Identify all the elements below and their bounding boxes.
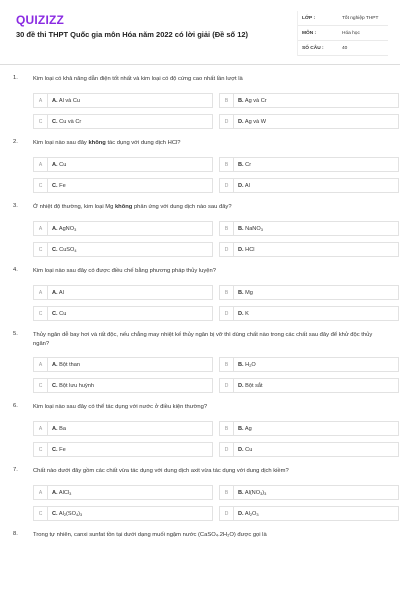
option-b[interactable] bbox=[219, 221, 399, 236]
options-grid bbox=[33, 357, 388, 393]
question-text: Trong tự nhiên, canxi sunfat tồn tại dưới dạng muối ngậm nước (CaSO₄.2H₂O) được gọi là bbox=[33, 532, 267, 538]
option-letter: A bbox=[34, 422, 48, 435]
option-text: B. Ag bbox=[238, 425, 252, 432]
question-item bbox=[13, 267, 388, 321]
page-header bbox=[0, 0, 400, 62]
meta-value: 40 bbox=[342, 45, 348, 51]
option-letter: D bbox=[220, 307, 234, 320]
option-text: B. NaNO$_3$ bbox=[238, 225, 263, 232]
option-letter: D bbox=[220, 115, 234, 128]
quizizz-logo: QUIZIZZ bbox=[16, 13, 65, 27]
option-text: C. Cu bbox=[52, 310, 67, 317]
meta-label: MÔN : bbox=[302, 30, 317, 36]
option-text: A. AlCl$_3$ bbox=[52, 489, 72, 496]
option-letter: B bbox=[220, 486, 234, 499]
meta-row-subject bbox=[298, 26, 388, 41]
option-a[interactable] bbox=[33, 221, 213, 236]
option-text: B. $Al(NO_3)_3$ bbox=[238, 489, 267, 496]
question-number: 6. bbox=[13, 403, 18, 409]
question-text: Thủy ngân dễ bay hơi và rất độc, nếu chẳng may nhiệt kế thủy ngân bị vỡ thì dùng chất nào trong các chất sau đây để khử độc thủy ngân? bbox=[33, 332, 373, 347]
option-text: D. K bbox=[238, 310, 249, 317]
question-text: Kim loại nào sau đây có thể tác dụng với nước ở điều kiện thường? bbox=[33, 404, 208, 410]
option-d[interactable] bbox=[219, 178, 399, 193]
option-b[interactable] bbox=[219, 485, 399, 500]
option-letter: B bbox=[220, 286, 234, 299]
option-text: A. Bột than bbox=[52, 361, 80, 368]
question-item bbox=[13, 331, 388, 393]
meta-row-count bbox=[298, 41, 388, 56]
option-text: B. Cr bbox=[238, 161, 252, 168]
option-b[interactable] bbox=[219, 421, 399, 436]
meta-row-class bbox=[298, 11, 388, 26]
options-grid bbox=[33, 285, 388, 321]
options-grid bbox=[33, 157, 388, 193]
option-text: B. $H_2O$ bbox=[238, 361, 256, 368]
option-letter: C bbox=[34, 443, 48, 456]
option-a[interactable] bbox=[33, 93, 213, 108]
option-text: D. $Al_2O_3$ bbox=[238, 510, 259, 517]
option-text: D. Cu bbox=[238, 446, 253, 453]
question-text: Kim loại nào sau đây không tác dụng với dung dịch HCl? bbox=[33, 140, 181, 146]
option-letter: B bbox=[220, 222, 234, 235]
option-letter: B bbox=[220, 422, 234, 435]
option-c[interactable] bbox=[33, 114, 213, 129]
options-grid bbox=[33, 221, 388, 257]
question-text: Kim loại nào sau đây có được điều chế bằng phương pháp thủy luyện? bbox=[33, 268, 216, 274]
option-text: B. Ag và Cr bbox=[238, 97, 267, 104]
meta-value: Tốt nghiệp THPT bbox=[342, 15, 379, 21]
question-number: 2. bbox=[13, 139, 18, 145]
option-b[interactable] bbox=[219, 357, 399, 372]
option-text: A. AgNO$_3$ bbox=[52, 225, 77, 232]
option-letter: C bbox=[34, 307, 48, 320]
option-text: C. $Al_2(SO_4)_3$ bbox=[52, 510, 83, 517]
option-letter: D bbox=[220, 507, 234, 520]
question-item bbox=[13, 467, 388, 521]
option-letter: D bbox=[220, 243, 234, 256]
meta-table bbox=[297, 11, 388, 56]
option-letter: A bbox=[34, 486, 48, 499]
option-a[interactable] bbox=[33, 285, 213, 300]
option-letter: C bbox=[34, 243, 48, 256]
page-title: 30 đề thi THPT Quốc gia môn Hóa năm 2022 có lời giải (Đề số 12) bbox=[16, 30, 249, 39]
option-c[interactable] bbox=[33, 242, 213, 257]
option-d[interactable] bbox=[219, 442, 399, 457]
option-c[interactable] bbox=[33, 378, 213, 393]
option-text: A. Al và Cu bbox=[52, 97, 80, 104]
option-letter: D bbox=[220, 443, 234, 456]
option-text: C. Bột lưu huỳnh bbox=[52, 382, 94, 389]
options-grid bbox=[33, 485, 388, 521]
option-b[interactable] bbox=[219, 285, 399, 300]
question-number: 5. bbox=[13, 331, 18, 337]
options-grid bbox=[33, 421, 388, 457]
options-grid bbox=[33, 93, 388, 129]
option-b[interactable] bbox=[219, 93, 399, 108]
option-text: D. Bột sắt bbox=[238, 382, 263, 389]
question-list bbox=[0, 75, 400, 550]
question-number: 8. bbox=[13, 531, 18, 537]
question-number: 1. bbox=[13, 75, 18, 81]
option-letter: C bbox=[34, 179, 48, 192]
option-letter: C bbox=[34, 507, 48, 520]
option-text: D. Ag và W bbox=[238, 118, 266, 125]
option-letter: C bbox=[34, 379, 48, 392]
option-c[interactable] bbox=[33, 442, 213, 457]
option-text: B. Mg bbox=[238, 289, 253, 296]
question-item bbox=[13, 75, 388, 129]
option-letter: A bbox=[34, 286, 48, 299]
question-number: 7. bbox=[13, 467, 18, 473]
option-d[interactable] bbox=[219, 506, 399, 521]
option-text: A. Al bbox=[52, 289, 64, 296]
option-c[interactable] bbox=[33, 178, 213, 193]
question-item bbox=[13, 203, 388, 257]
option-text: D. Al bbox=[238, 182, 250, 189]
option-letter: B bbox=[220, 158, 234, 171]
question-number: 4. bbox=[13, 267, 18, 273]
option-text: C. Fe bbox=[52, 182, 66, 189]
option-letter: A bbox=[34, 94, 48, 107]
question-item bbox=[13, 139, 388, 193]
option-letter: D bbox=[220, 379, 234, 392]
option-letter: B bbox=[220, 94, 234, 107]
question-text: Chất nào dưới đây gồm các chất vừa tác dụng với dung dịch axit vừa tác dụng với dung dịch kiềm? bbox=[33, 468, 289, 474]
option-text: D. HCl bbox=[238, 246, 255, 253]
option-letter: D bbox=[220, 179, 234, 192]
option-a[interactable] bbox=[33, 421, 213, 436]
option-text: A. Cu bbox=[52, 161, 67, 168]
option-text: C. Fe bbox=[52, 446, 66, 453]
option-a[interactable] bbox=[33, 485, 213, 500]
meta-label: SỐ CÂU : bbox=[302, 45, 324, 51]
option-b[interactable] bbox=[219, 157, 399, 172]
option-d[interactable] bbox=[219, 242, 399, 257]
option-a[interactable] bbox=[33, 357, 213, 372]
question-item bbox=[13, 403, 388, 457]
question-item bbox=[13, 531, 388, 540]
option-letter: B bbox=[220, 358, 234, 371]
option-d[interactable] bbox=[219, 378, 399, 393]
option-letter: A bbox=[34, 358, 48, 371]
option-d[interactable] bbox=[219, 306, 399, 321]
option-d[interactable] bbox=[219, 114, 399, 129]
option-text: C. CuSO$_4$ bbox=[52, 246, 77, 253]
option-text: A. Ba bbox=[52, 425, 66, 432]
option-letter: C bbox=[34, 115, 48, 128]
option-text: C. Cu và Cr bbox=[52, 118, 82, 125]
option-c[interactable] bbox=[33, 506, 213, 521]
option-c[interactable] bbox=[33, 306, 213, 321]
option-letter: A bbox=[34, 222, 48, 235]
question-text: Ở nhiệt độ thường, kim loại Mg không phản ứng với dung dịch nào sau đây? bbox=[33, 204, 232, 210]
option-a[interactable] bbox=[33, 157, 213, 172]
meta-value: Hóa học bbox=[342, 30, 360, 36]
question-text: Kim loại có khả năng dẫn điện tốt nhất và kim loại có độ cứng cao nhất lần lượt là bbox=[33, 76, 243, 82]
header-divider bbox=[0, 64, 400, 65]
option-letter: A bbox=[34, 158, 48, 171]
meta-label: LỚP : bbox=[302, 15, 316, 21]
question-number: 3. bbox=[13, 203, 18, 209]
